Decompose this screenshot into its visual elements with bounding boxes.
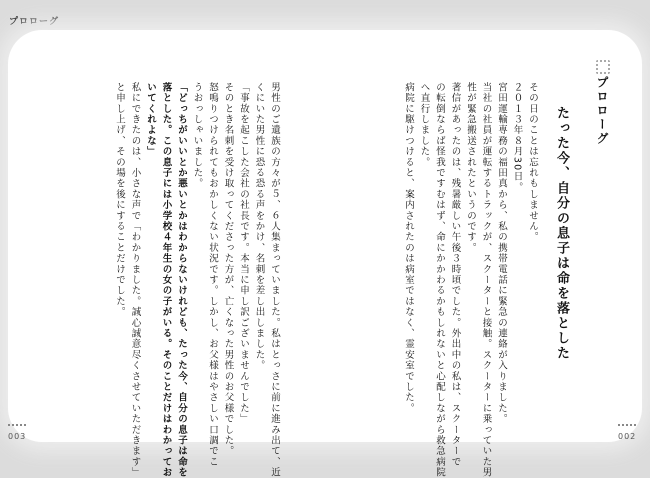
quote-line: 「どっちがいいとか悪いとかはわからないけれども、たった今、自分の息子は命を bbox=[176, 82, 187, 478]
paragraph: そのとき名刺を受け取ってくださった方が、亡くなった男性のお父様でした。 bbox=[222, 82, 234, 457]
folio-dots-icon bbox=[8, 424, 26, 430]
page-number-label: 002 bbox=[618, 432, 637, 441]
page-number-label: 003 bbox=[8, 432, 27, 441]
paragraph: ２０１３年８月30日。 bbox=[511, 82, 523, 193]
title-ornament-icon bbox=[596, 60, 610, 74]
running-head: プロローグ bbox=[9, 17, 60, 27]
paragraph: へ直行しました。 bbox=[418, 82, 430, 168]
paragraph: 私にできたのは、小さな声で「わかりました。誠心誠意尽くさせていただきます」 bbox=[129, 82, 141, 478]
page-number-right bbox=[618, 432, 636, 441]
paragraph: 宮田運輸専務の福田真から、私の携帯電話に緊急の連絡が入りました。 bbox=[496, 82, 507, 425]
paragraph: 病院に駆けつけると、案内されたのは病室ではなく、霊安室でした。 bbox=[403, 82, 414, 414]
paragraph: その日のことは忘れもしません。 bbox=[527, 82, 538, 243]
paragraph: 男性のご遺族の方々が５、６人集まっていました。私はとっさに前に進み出て、近 bbox=[269, 82, 280, 478]
headline: たった今、自分の息子は命を落とした bbox=[554, 106, 569, 361]
page-number-left bbox=[8, 432, 26, 441]
left-page-body bbox=[64, 82, 282, 478]
paragraph: 怒鳴りつけられてもおかしくない状況です。しかし、お父様はやさしい口調でこ bbox=[207, 82, 218, 468]
paragraph: 著信があったのは、残暑厳しい午後３時頃でした。外出中の私は、スクーターで bbox=[449, 82, 461, 468]
paragraph: うおっしゃいました。 bbox=[191, 82, 203, 189]
paragraph: くにいた男性に恐る恐る声をかけ、名刺を差し出しました。 bbox=[253, 82, 265, 371]
paragraph: 性が緊急搬送されたというのです。 bbox=[465, 82, 476, 254]
paragraph: 当社の社員が運転するトラックが、スクーターと接触。スクーターに乗っていた男 bbox=[480, 82, 492, 478]
paragraph: の転倒ならば怪我ですむはず、命にかかわるかもしれないと心配しながら救急病院 bbox=[434, 82, 445, 478]
quote-line: 落とした。この息子には小学校４年生の女の子がいる。そのことだけはわかってお bbox=[160, 82, 172, 478]
right-page-body bbox=[368, 82, 540, 478]
quote-line: いてくれよな」 bbox=[145, 82, 156, 157]
folio-dots-icon bbox=[618, 424, 636, 430]
chapter-title: プロローグ bbox=[595, 76, 609, 146]
paragraph: 「事故を起こした会社の社長です。本当に申し訳ございませんでした」 bbox=[238, 82, 249, 425]
paragraph: と申し上げ、その場を後にすることだけでした。 bbox=[114, 82, 125, 318]
